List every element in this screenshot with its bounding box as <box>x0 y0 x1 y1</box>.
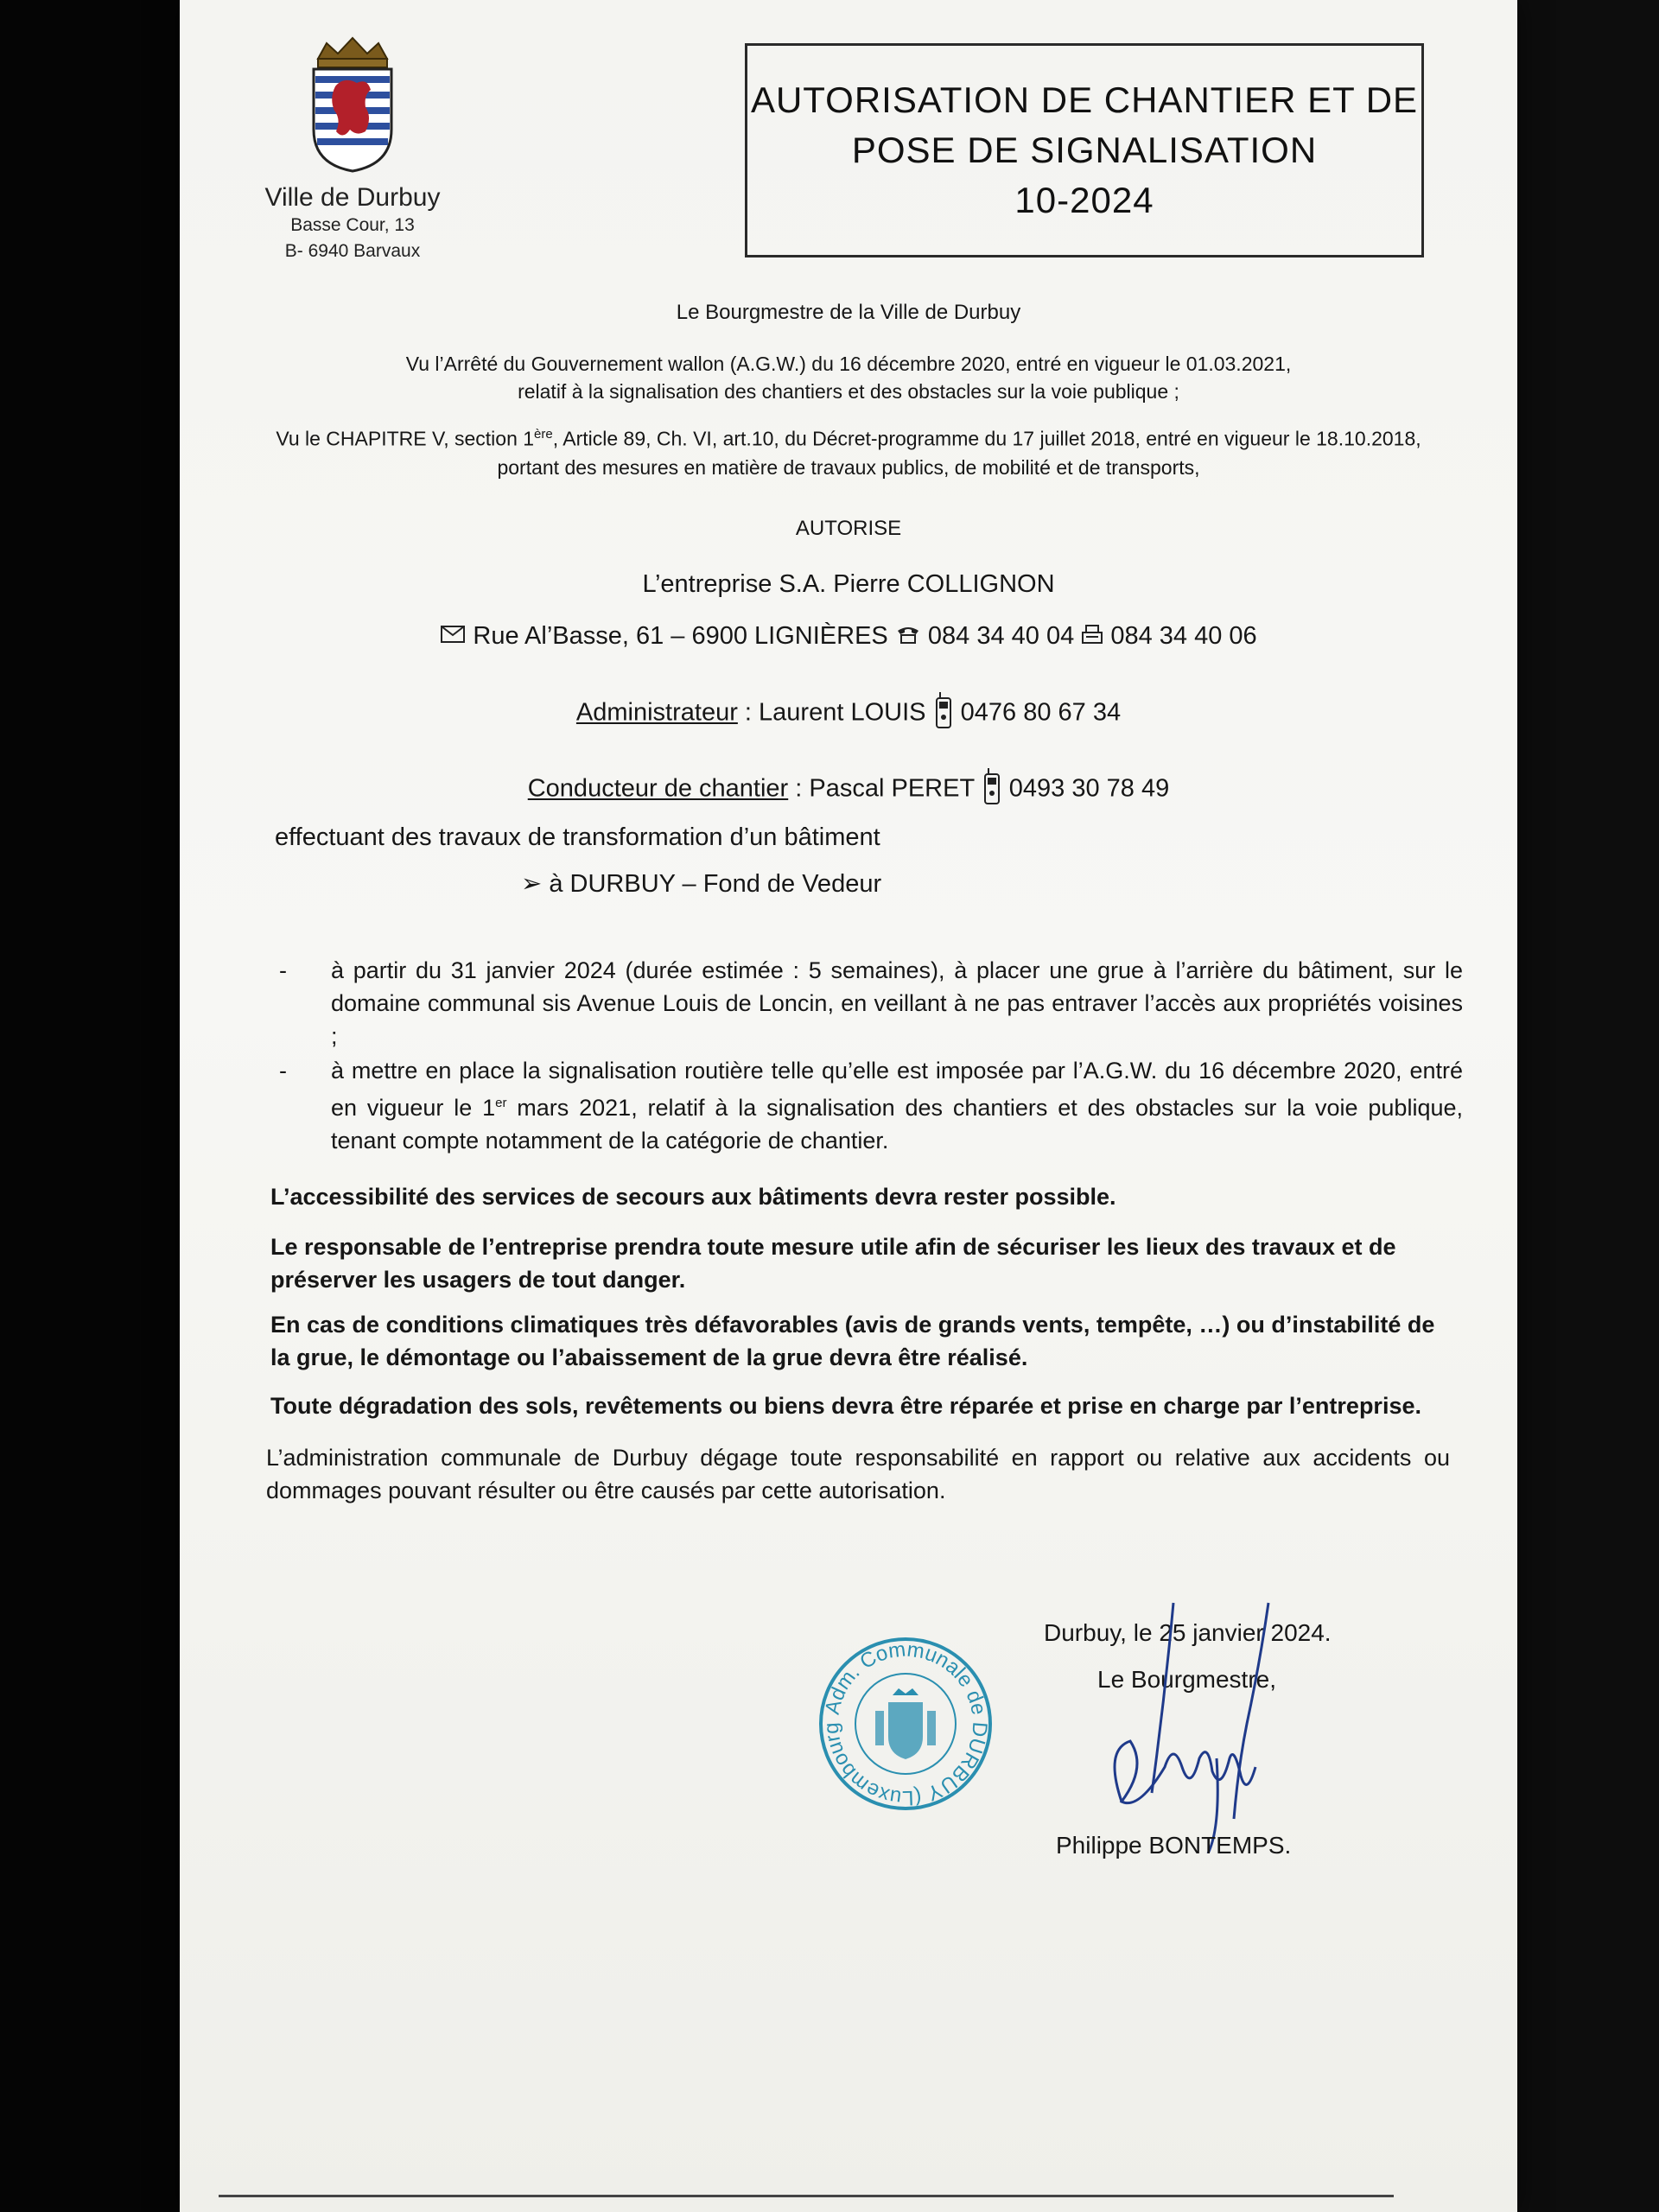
crest-icon <box>305 35 400 173</box>
signature-place-date: Durbuy, le 25 janvier 2024. <box>1044 1619 1332 1646</box>
condition-bullet-1 <box>279 954 1463 1052</box>
bullet2-part2: mars 2021, relatif à la signalisation des chantiers et des obstacles sur la voie publique, tenant compte notamment de la catégorie de chantier. <box>331 1095 1463 1154</box>
company-name: L’entreprise S.A. Pierre COLLIGNON <box>642 570 1055 598</box>
conductor-label: Conducteur de chantier <box>527 774 789 803</box>
company-contact-line <box>180 622 1517 652</box>
bullet2-superscript: er <box>495 1096 507 1110</box>
bullet-dash: - <box>279 1058 287 1084</box>
administrator-label: Administrateur <box>575 698 738 727</box>
bullet-dash: - <box>279 957 287 983</box>
signature-role: Le Bourgmestre, <box>1097 1666 1276 1693</box>
town-name: Ville de Durbuy <box>264 183 441 212</box>
authority-line: Le Bourgmestre de la Ville de Durbuy <box>676 301 1021 324</box>
vu2-part2: , Article 89, Ch. VI, art.10, du Décret-programme du 17 juillet 2018, entré en vigueur le 18.10.2018, <box>552 427 1421 450</box>
administrator-name: : Laurent LOUIS <box>737 698 926 727</box>
mail-icon <box>440 623 466 652</box>
damage-paragraph: Toute dégradation des sols, revêtements ou biens devra être réparée et prise en charge par l’entreprise. <box>270 1393 1421 1419</box>
municipal-stamp <box>815 1633 996 1819</box>
works-description: effectuant des travaux de transformation d’un bâtiment <box>275 823 880 851</box>
vu1-line1: Vu l’Arrêté du Gouvernement wallon (A.G.W.) du 16 décembre 2020, entré en vigueur le 01.03.2021, <box>405 353 1292 375</box>
condition-bullet-2-text <box>331 1054 1463 1157</box>
condition-bullet-2 <box>279 1054 1463 1157</box>
bullet2-part1: à mettre en place la signalisation routière telle qu’elle est imposée par l’A.G.W. du 16 décembre 2020, entré en vigueur le 1 <box>331 1058 1463 1121</box>
accessibility-paragraph: L’accessibilité des services de secours aux bâtiments devra rester possible. <box>270 1184 1116 1210</box>
fax-icon <box>1081 623 1103 652</box>
conductor-line <box>180 767 1517 812</box>
administrator-line <box>180 691 1517 736</box>
works-location <box>521 868 1659 900</box>
responsibility-paragraph: Le responsable de l’entreprise prendra toute mesure utile afin de sécuriser les lieux des travaux et de préserver les usagers de tout danger. <box>270 1234 1396 1293</box>
disclaimer-paragraph: L’administration communale de Durbuy dégage toute responsabilité en rapport ou relative aux accidents ou dommages pouvant résulter ou être causés par cette autorisation. <box>266 1445 1450 1503</box>
town-address-line2: B- 6940 Barvaux <box>284 241 421 261</box>
company-address: Rue Al’Basse, 61 – 6900 LIGNIÈRES <box>473 622 888 650</box>
condition-bullet-1-text: à partir du 31 janvier 2024 (durée estimée : 5 semaines), à placer une grue à l’arrière du bâtiment, sur le domaine communal sis Avenue Louis de Loncin, en veillant à ne pas entraver l’accès aux propriétés voisines ; <box>331 957 1463 1049</box>
vu2-line1 <box>180 427 1517 451</box>
conductor-phone: 0493 30 78 49 <box>1008 774 1170 803</box>
phone-icon <box>895 623 921 652</box>
footer-divider <box>219 2195 1394 2197</box>
town-address-line1: Basse Cour, 13 <box>290 215 415 235</box>
signatory-name: Philippe BONTEMPS. <box>1056 1832 1292 1859</box>
mobile-phone-icon <box>933 691 954 736</box>
town-header <box>232 35 474 264</box>
arrow-bullet-icon: ➢ <box>521 870 550 898</box>
company-fax: 084 34 40 06 <box>1110 622 1257 650</box>
stamp-text: Adm. Communale de DURBUY (Luxembourg <box>819 1637 992 1810</box>
vu2-part1: Vu le CHAPITRE V, section 1 <box>276 427 535 450</box>
location-text: à DURBUY – Fond de Vedeur <box>549 870 882 898</box>
weather-paragraph: En cas de conditions climatiques très défavorables (avis de grands vents, tempête, …) ou d’instabilité de la grue, le démontage ou l’abaissement de la grue devra être réalisé. <box>270 1312 1435 1370</box>
title-line1: AUTORISATION DE CHANTIER ET DE <box>750 79 1419 120</box>
title-line3: 10-2024 <box>1014 180 1154 220</box>
document-page <box>180 0 1517 2212</box>
dark-background <box>0 0 207 2212</box>
handwritten-signature <box>1070 1594 1294 1853</box>
administrator-phone: 0476 80 67 34 <box>960 698 1122 727</box>
vu2-superscript: ère <box>534 427 553 442</box>
authorize-keyword: AUTORISE <box>795 517 902 540</box>
title-line2: POSE DE SIGNALISATION <box>851 130 1318 170</box>
mobile-phone-icon <box>982 767 1002 812</box>
vu1-line2: relatif à la signalisation des chantiers et des obstacles sur la voie publique ; <box>518 380 1179 403</box>
document-title-box <box>745 43 1424 257</box>
conductor-name: : Pascal PERET <box>788 774 975 803</box>
vu2-line2: portant des mesures en matière de travaux publics, de mobilité et de transports, <box>497 456 1200 479</box>
company-phone: 084 34 40 04 <box>927 622 1075 650</box>
